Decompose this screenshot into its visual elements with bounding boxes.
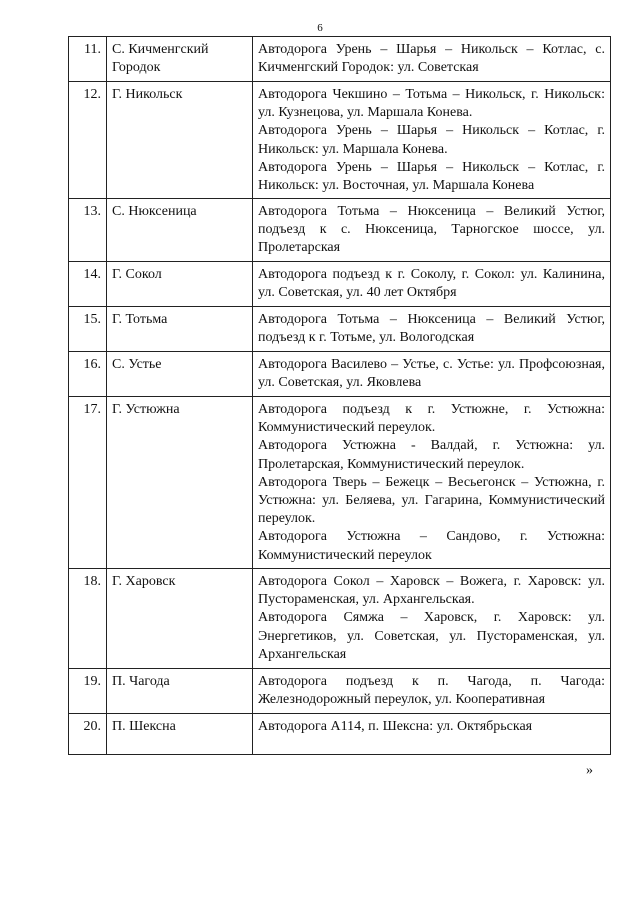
row-number: 19. [69,669,107,714]
road-item: Автодорога подъезд к г. Соколу, г. Сокол: ул. Калинина, ул. Советская, ул. 40 лет Октября [258,267,605,301]
page-number: 6 [317,22,323,34]
settlement-name: П. Шексна [107,714,253,755]
road-item: Автодорога Урень – Шарья – Никольск – Котлас, г. Никольск: ул. Восточная, ул. Маршала Конева [258,159,605,194]
table-row [69,352,611,397]
table-row [69,714,611,755]
road-description [253,352,611,397]
road-item: Автодорога подъезд к г. Устюжне, г. Устюжна: Коммунистический переулок. [258,402,605,436]
row-number: 14. [69,262,107,307]
road-description [253,82,611,199]
road-item: Автодорога подъезд к п. Чагода, п. Чагода: Железнодорожный переулок, ул. Кооперативная [258,674,605,708]
road-item: Автодорога А114, п. Шексна: ул. Октябрьская [258,719,533,734]
roads-table [68,36,611,755]
settlement-name: С. Устье [107,352,253,397]
settlement-name: Г. Сокол [107,262,253,307]
road-item: Автодорога Урень – Шарья – Никольск – Котлас, с. Кичменгский Городок: ул. Советская [258,42,605,76]
road-item: Автодорога Сямжа – Харовск, г. Харовск: ул. Энергетиков, ул. Советская, ул. Пустораменская, ул. Архангельская [258,610,605,662]
road-description [253,199,611,262]
road-item: Автодорога Урень – Шарья – Никольск – Котлас, г. Никольск: ул. Маршала Конева. [258,123,605,157]
settlement-name: С. Кичменгский Городок [107,37,253,82]
road-item: Автодорога Тотьма – Нюксеница – Великий Устюг, подъезд к г. Тотьме, ул. Вологодская [258,312,605,346]
road-item: Автодорога Василево – Устье, с. Устье: ул. Профсоюзная, ул. Советская, ул. Яковлева [258,357,605,391]
road-item: Автодорога Тотьма – Нюксеница – Великий Устюг, подъезд к с. Нюксеница, Тарногское шоссе, ул. Пролетарская [258,204,605,256]
table-row [69,569,611,669]
road-description [253,262,611,307]
road-description [253,397,611,569]
row-number: 18. [69,569,107,669]
row-number: 13. [69,199,107,262]
row-number: 15. [69,307,107,352]
row-number: 16. [69,352,107,397]
settlement-name: П. Чагода [107,669,253,714]
continuation-mark: » [586,763,593,778]
settlement-name: Г. Тотьма [107,307,253,352]
row-number: 20. [69,714,107,755]
settlement-name: Г. Никольск [107,82,253,199]
road-description [253,669,611,714]
row-number: 11. [69,37,107,82]
row-number: 17. [69,397,107,569]
road-item: Автодорога Сокол – Харовск – Вожега, г. Харовск: ул. Пустораменская, ул. Архангельская. [258,574,605,608]
table-row [69,82,611,199]
table-row [69,37,611,82]
settlement-name: Г. Устюжна [107,397,253,569]
settlement-name: Г. Харовск [107,569,253,669]
road-description [253,714,611,755]
road-description [253,307,611,352]
road-item: Автодорога Устюжна - Валдай, г. Устюжна: ул. Пролетарская, Коммунистический переулок. [258,438,605,472]
table-row [69,397,611,569]
road-description [253,569,611,669]
table-row [69,262,611,307]
settlement-name: С. Нюксеница [107,199,253,262]
road-description [253,37,611,82]
table-row [69,199,611,262]
table-row [69,669,611,714]
road-item: Автодорога Чекшино – Тотьма – Никольск, г. Никольск: ул. Кузнецова, ул. Маршала Конева. [258,87,605,121]
road-item: Автодорога Устюжна – Сандово, г. Устюжна: Коммунистический переулок [258,529,605,563]
table-row [69,307,611,352]
row-number: 12. [69,82,107,199]
road-item: Автодорога Тверь – Бежецк – Весьегонск – Устюжна, г. Устюжна: ул. Беляева, ул. Гагарина, Коммунистический переулок. [258,474,605,527]
